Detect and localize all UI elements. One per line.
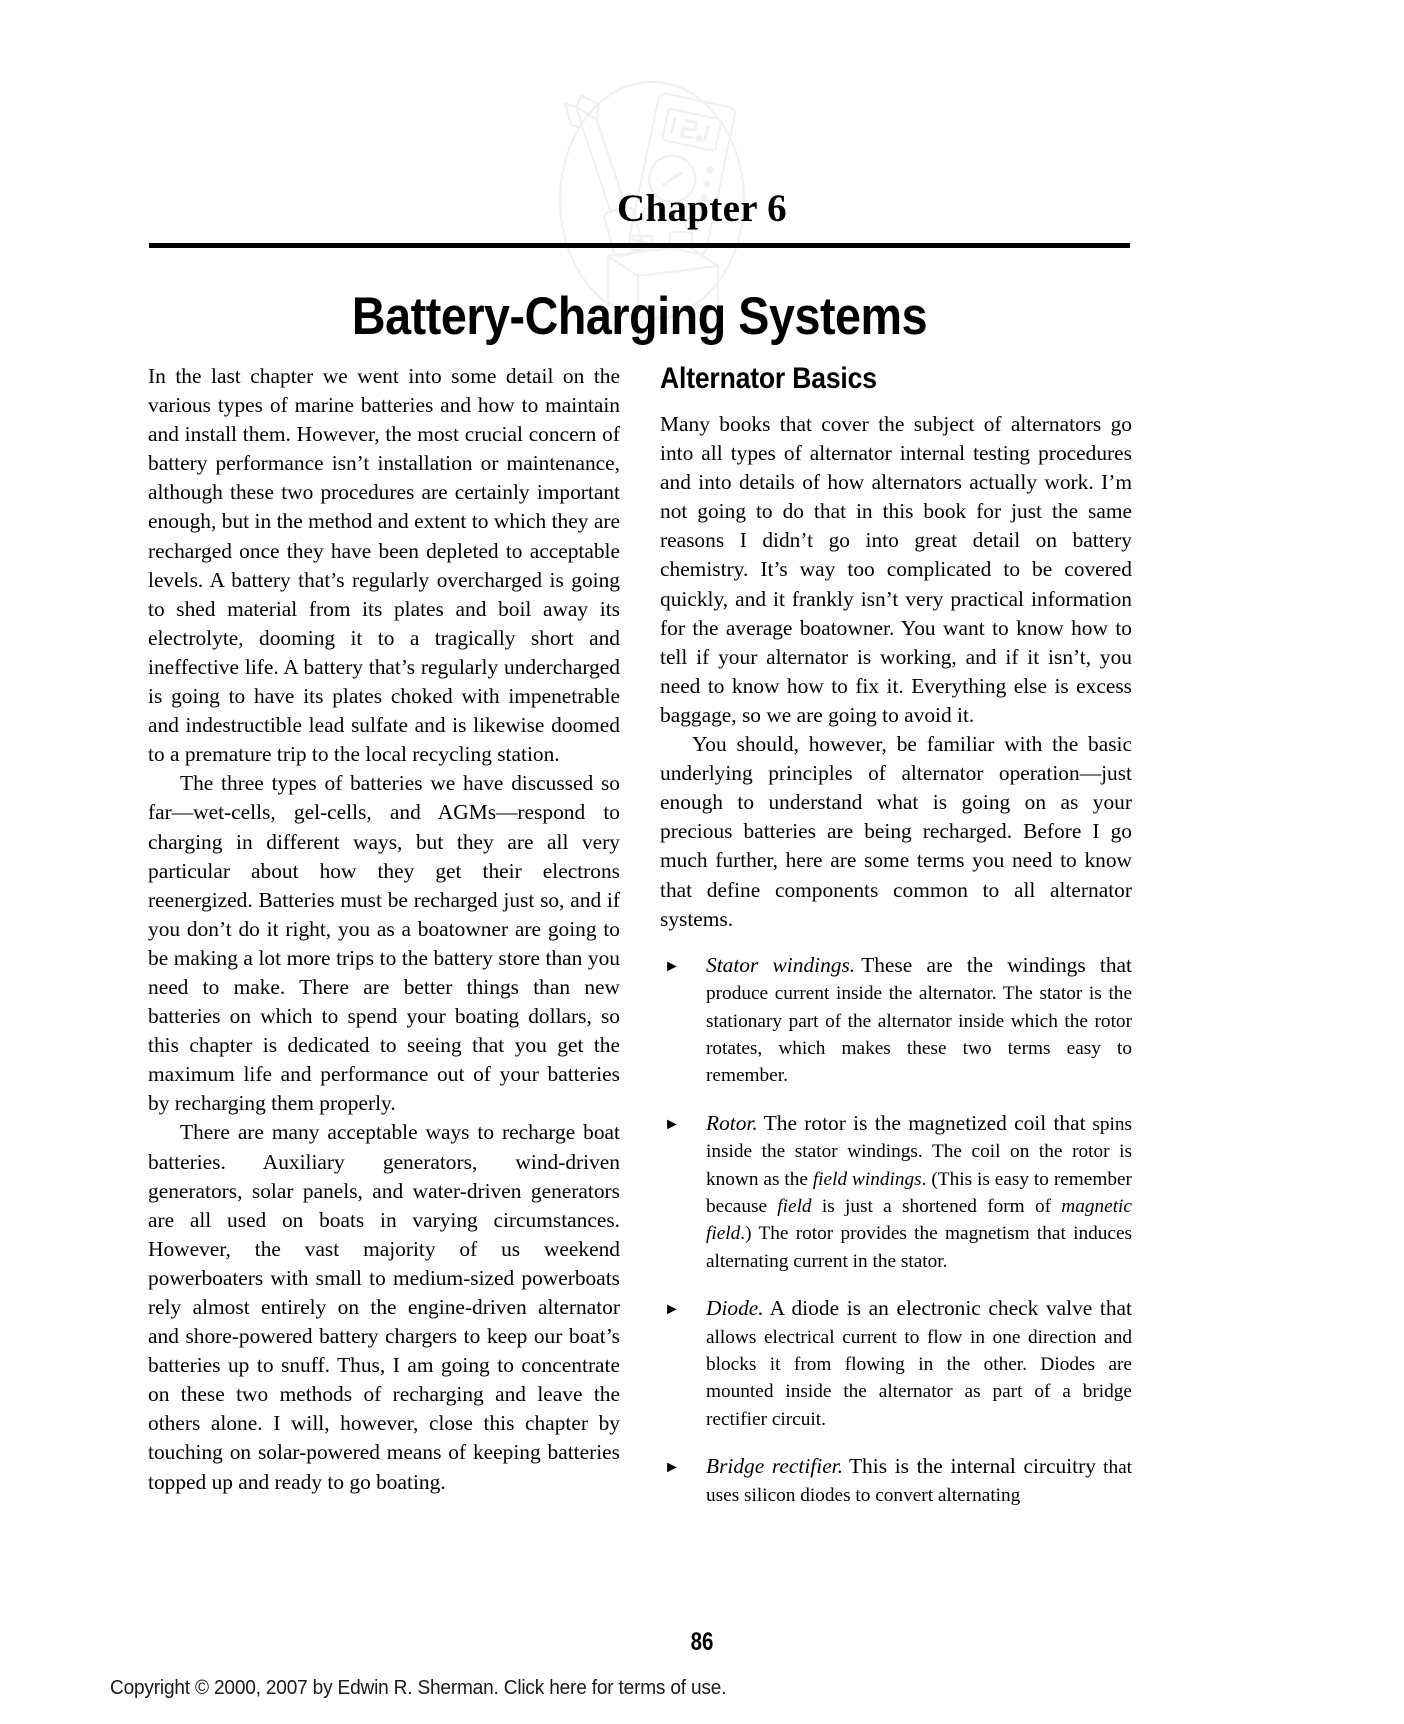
triangle-bullet-icon: ► — [664, 1301, 680, 1319]
page-number: 86 — [690, 1628, 714, 1656]
glossary-term-body: that uses silicon diodes to convert alternating — [706, 1457, 1133, 1506]
paragraph: There are many acceptable ways to recharge boat batteries. Auxiliary generators, wind-driven generators, solar panels, and water-driven generators are all used on boats in varying circumstances. However, the vast majority of us weekend powerboaters with small to medium-sized powerboats rely almost entirely on the engine-driven alternator and shore-powered battery chargers to keep our boat’s batteries up to snuff. Thus, I am going to concentrate on these two methods of recharging and leave the others alone. I will, however, close this chapter by touching on solar-powered means of keeping batteries topped up and ready to go boating. — [148, 1120, 620, 1494]
glossary-term-name: Stator windings. — [706, 952, 856, 977]
copyright-notice: Copyright © 2000, 2007 by Edwin R. Sherman. Click here for terms of use. — [110, 1676, 727, 1699]
glossary-term-body: spins inside the stator windings. The coil on the rotor is known as the — [706, 1113, 1132, 1190]
triangle-bullet-icon: ► — [664, 1115, 680, 1133]
glossary-term-body: . (This is easy to remember because — [706, 1168, 1132, 1217]
title-divider — [149, 243, 1130, 248]
paragraph: In the last chapter we went into some detail on the various types of marine batteries and how to maintain and install them. However, the most crucial concern of battery performance isn’t installation or maintenance, although these two procedures are certainly important enough, but in the method and extent to which they are recharged once they have been depleted to acceptable levels. A battery that’s regularly overcharged is going to shed material from its plates and boil away its electrolyte, dooming it to a tragically short and ineffective life. A battery that’s regularly undercharged is going to have its plates choked with impenetrable and indestructible lead sulfate and is likewise doomed to a premature trip to the local recycling station. — [148, 364, 620, 767]
paragraph: The three types of batteries we have discussed so far—wet-cells, gel-cells, and AGMs—respond to charging in different ways, but they are all very particular about how they get their electrons reenergized. Batteries must be recharged just so, and if you don’t do it right, you as a boatowner are going to be making a lot more trips to the battery store than you need to make. There are better things than new batteries on which to spend your boating dollars, so this chapter is dedicated to seeing that you get the maximum life and performance out of your batteries by recharging them properly. — [148, 771, 620, 1116]
glossary-term-body: .) The rotor provides the magnetism that induces alternating current in the stator. — [706, 1223, 1132, 1272]
emphasized-text: magnetic field — [706, 1195, 1132, 1245]
page-title: Battery-Charging Systems — [351, 286, 928, 346]
chapter-label: Chapter 6 — [617, 187, 787, 230]
paragraph: Many books that cover the subject of alternators go into all types of alternator internal testing procedures and into details of how alternators actually work. I’m not going to do that in this book for just the same reasons I didn’t go into great detail on battery chemistry. It’s way too complicated to be covered quickly, and it frankly isn’t very practical information for the average boatowner. You want to know how to tell if your alternator is working, and if it isn’t, you need to know how to fix it. Everything else is excess baggage, so we are going to avoid it. — [660, 412, 1132, 727]
section-heading: Alternator Basics — [660, 362, 877, 395]
glossary-term-item — [660, 952, 1132, 1090]
emphasized-text: field windings — [812, 1168, 922, 1190]
glossary-term-item — [660, 1295, 1132, 1433]
page-header — [0, 0, 1404, 346]
glossary-term-name: Rotor. — [706, 1110, 758, 1135]
glossary-term-name: Diode. — [706, 1296, 764, 1321]
right-column — [660, 362, 1132, 1509]
glossary-term-name: Bridge rectifier. — [706, 1454, 843, 1479]
glossary-term-list — [660, 952, 1132, 1509]
glossary-term-lead: The rotor is the magnetized coil that — [763, 1110, 1086, 1135]
glossary-term-lead: A diode is an electronic check valve that — [769, 1296, 1132, 1321]
left-column — [148, 362, 620, 1497]
body-columns — [148, 362, 1133, 1506]
triangle-bullet-icon: ► — [664, 1459, 680, 1477]
glossary-term-item — [660, 1453, 1132, 1509]
glossary-term-item — [660, 1110, 1132, 1275]
glossary-term-lead: These are the windings that — [861, 952, 1132, 977]
glossary-term-body: produce current inside the alternator. The stator is the stationary part of the alternator inside which the rotor rotates, which makes these two terms easy to remember. — [706, 983, 1132, 1087]
paragraph: You should, however, be familiar with the basic underlying principles of alternator operation—just enough to understand what is going on as your precious batteries are being recharged. Before I go much further, here are some terms you need to know that define components common to all alternator systems. — [660, 732, 1132, 931]
glossary-term-lead: This is the internal circuitry — [848, 1454, 1096, 1479]
triangle-bullet-icon: ► — [664, 957, 680, 975]
emphasized-text: field — [777, 1195, 812, 1217]
glossary-term-body: is just a shortened form of — [811, 1195, 1062, 1217]
glossary-term-body: allows electrical current to flow in one direction and blocks it from flowing in the other. Diodes are mounted inside the alternator as part of a bridge rectifier circuit. — [706, 1326, 1132, 1430]
